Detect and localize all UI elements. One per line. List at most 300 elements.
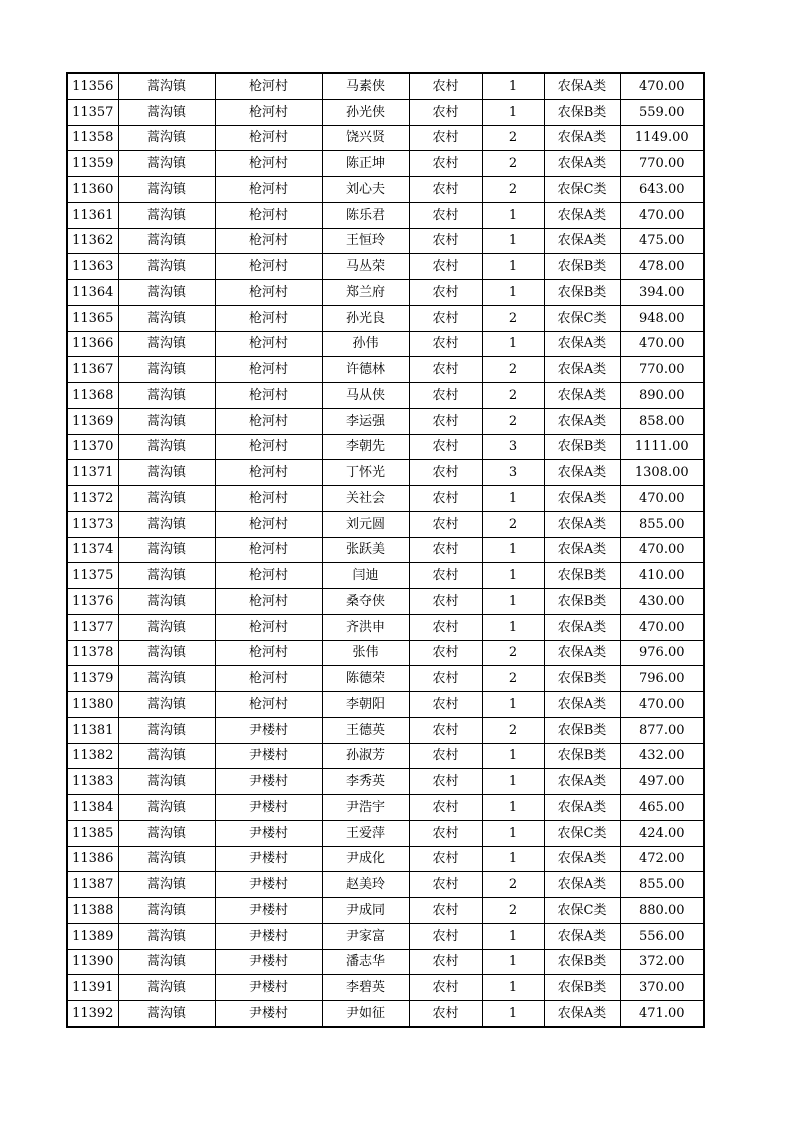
row-id-cell: 11366: [67, 331, 118, 357]
amount-cell: 470.00: [620, 202, 704, 228]
insurance-class-cell: 农保A类: [544, 769, 620, 795]
row-id-cell: 11388: [67, 898, 118, 924]
table-row: [67, 666, 704, 692]
insurance-class-cell: 农保A类: [544, 692, 620, 718]
member-count-cell: 1: [482, 949, 544, 975]
row-id-cell: 11365: [67, 305, 118, 331]
amount-cell: 370.00: [620, 975, 704, 1001]
table-row: [67, 898, 704, 924]
person-name-cell: 陈正坤: [322, 151, 409, 177]
member-count-cell: 1: [482, 692, 544, 718]
person-name-cell: 马丛荣: [322, 254, 409, 280]
table-body: [67, 73, 704, 1027]
household-type-cell: 农村: [409, 486, 482, 512]
member-count-cell: 3: [482, 460, 544, 486]
row-id-cell: 11376: [67, 589, 118, 615]
town-cell: 蒿沟镇: [118, 357, 215, 383]
member-count-cell: 1: [482, 73, 544, 99]
household-type-cell: 农村: [409, 73, 482, 99]
household-type-cell: 农村: [409, 228, 482, 254]
person-name-cell: 尹如征: [322, 1001, 409, 1027]
insurance-class-cell: 农保A类: [544, 331, 620, 357]
insurance-class-cell: 农保A类: [544, 640, 620, 666]
household-type-cell: 农村: [409, 563, 482, 589]
insurance-class-cell: 农保B类: [544, 99, 620, 125]
insurance-class-cell: 农保A类: [544, 228, 620, 254]
town-cell: 蒿沟镇: [118, 254, 215, 280]
row-id-cell: 11367: [67, 357, 118, 383]
village-cell: 枪河村: [215, 254, 322, 280]
amount-cell: 559.00: [620, 99, 704, 125]
person-name-cell: 王恒玲: [322, 228, 409, 254]
table-row: [67, 692, 704, 718]
amount-cell: 372.00: [620, 949, 704, 975]
amount-cell: 855.00: [620, 872, 704, 898]
village-cell: 尹楼村: [215, 717, 322, 743]
row-id-cell: 11356: [67, 73, 118, 99]
member-count-cell: 1: [482, 486, 544, 512]
row-id-cell: 11374: [67, 537, 118, 563]
row-id-cell: 11357: [67, 99, 118, 125]
person-name-cell: 陈乐君: [322, 202, 409, 228]
table-row: [67, 975, 704, 1001]
person-name-cell: 尹家富: [322, 923, 409, 949]
member-count-cell: 1: [482, 331, 544, 357]
member-count-cell: 2: [482, 357, 544, 383]
town-cell: 蒿沟镇: [118, 1001, 215, 1027]
row-id-cell: 11371: [67, 460, 118, 486]
insurance-class-cell: 农保B类: [544, 280, 620, 306]
member-count-cell: 1: [482, 228, 544, 254]
household-type-cell: 农村: [409, 434, 482, 460]
town-cell: 蒿沟镇: [118, 666, 215, 692]
town-cell: 蒿沟镇: [118, 408, 215, 434]
village-cell: 枪河村: [215, 151, 322, 177]
member-count-cell: 2: [482, 177, 544, 203]
insurance-class-cell: 农保C类: [544, 305, 620, 331]
village-cell: 枪河村: [215, 692, 322, 718]
person-name-cell: 丁怀光: [322, 460, 409, 486]
household-type-cell: 农村: [409, 357, 482, 383]
village-cell: 枪河村: [215, 537, 322, 563]
amount-cell: 858.00: [620, 408, 704, 434]
insurance-class-cell: 农保A类: [544, 795, 620, 821]
amount-cell: 855.00: [620, 511, 704, 537]
person-name-cell: 饶兴贤: [322, 125, 409, 151]
village-cell: 枪河村: [215, 563, 322, 589]
table-row: [67, 151, 704, 177]
household-type-cell: 农村: [409, 99, 482, 125]
row-id-cell: 11389: [67, 923, 118, 949]
member-count-cell: 1: [482, 820, 544, 846]
table-row: [67, 125, 704, 151]
village-cell: 尹楼村: [215, 949, 322, 975]
household-type-cell: 农村: [409, 923, 482, 949]
village-cell: 尹楼村: [215, 820, 322, 846]
household-type-cell: 农村: [409, 872, 482, 898]
village-cell: 尹楼村: [215, 846, 322, 872]
town-cell: 蒿沟镇: [118, 692, 215, 718]
village-cell: 枪河村: [215, 357, 322, 383]
table-row: [67, 717, 704, 743]
amount-cell: 770.00: [620, 151, 704, 177]
village-cell: 尹楼村: [215, 898, 322, 924]
row-id-cell: 11382: [67, 743, 118, 769]
town-cell: 蒿沟镇: [118, 846, 215, 872]
row-id-cell: 11362: [67, 228, 118, 254]
village-cell: 尹楼村: [215, 872, 322, 898]
row-id-cell: 11363: [67, 254, 118, 280]
table-row: [67, 872, 704, 898]
amount-cell: 471.00: [620, 1001, 704, 1027]
row-id-cell: 11373: [67, 511, 118, 537]
household-type-cell: 农村: [409, 511, 482, 537]
table-row: [67, 846, 704, 872]
person-name-cell: 赵美玲: [322, 872, 409, 898]
insurance-class-cell: 农保B类: [544, 975, 620, 1001]
member-count-cell: 1: [482, 923, 544, 949]
table-row: [67, 563, 704, 589]
household-type-cell: 农村: [409, 692, 482, 718]
town-cell: 蒿沟镇: [118, 73, 215, 99]
person-name-cell: 闫迪: [322, 563, 409, 589]
household-type-cell: 农村: [409, 589, 482, 615]
town-cell: 蒿沟镇: [118, 228, 215, 254]
town-cell: 蒿沟镇: [118, 872, 215, 898]
amount-cell: 796.00: [620, 666, 704, 692]
member-count-cell: 2: [482, 898, 544, 924]
person-name-cell: 马从侠: [322, 383, 409, 409]
table-row: [67, 614, 704, 640]
amount-cell: 470.00: [620, 692, 704, 718]
person-name-cell: 孙淑芳: [322, 743, 409, 769]
household-type-cell: 农村: [409, 614, 482, 640]
town-cell: 蒿沟镇: [118, 331, 215, 357]
roster-table: [66, 72, 705, 1028]
amount-cell: 424.00: [620, 820, 704, 846]
amount-cell: 1308.00: [620, 460, 704, 486]
village-cell: 枪河村: [215, 589, 322, 615]
amount-cell: 394.00: [620, 280, 704, 306]
village-cell: 枪河村: [215, 73, 322, 99]
household-type-cell: 农村: [409, 949, 482, 975]
person-name-cell: 孙光良: [322, 305, 409, 331]
insurance-class-cell: 农保A类: [544, 614, 620, 640]
household-type-cell: 农村: [409, 717, 482, 743]
insurance-class-cell: 农保C类: [544, 898, 620, 924]
person-name-cell: 刘元圆: [322, 511, 409, 537]
insurance-class-cell: 农保B类: [544, 589, 620, 615]
insurance-class-cell: 农保A类: [544, 1001, 620, 1027]
member-count-cell: 2: [482, 511, 544, 537]
row-id-cell: 11370: [67, 434, 118, 460]
person-name-cell: 李碧英: [322, 975, 409, 1001]
amount-cell: 470.00: [620, 486, 704, 512]
village-cell: 枪河村: [215, 434, 322, 460]
amount-cell: 1149.00: [620, 125, 704, 151]
town-cell: 蒿沟镇: [118, 460, 215, 486]
table-row: [67, 73, 704, 99]
town-cell: 蒿沟镇: [118, 537, 215, 563]
row-id-cell: 11361: [67, 202, 118, 228]
table-row: [67, 769, 704, 795]
town-cell: 蒿沟镇: [118, 434, 215, 460]
insurance-class-cell: 农保C类: [544, 177, 620, 203]
town-cell: 蒿沟镇: [118, 949, 215, 975]
row-id-cell: 11391: [67, 975, 118, 1001]
row-id-cell: 11383: [67, 769, 118, 795]
household-type-cell: 农村: [409, 846, 482, 872]
row-id-cell: 11385: [67, 820, 118, 846]
row-id-cell: 11386: [67, 846, 118, 872]
town-cell: 蒿沟镇: [118, 614, 215, 640]
village-cell: 枪河村: [215, 125, 322, 151]
town-cell: 蒿沟镇: [118, 151, 215, 177]
town-cell: 蒿沟镇: [118, 975, 215, 1001]
household-type-cell: 农村: [409, 537, 482, 563]
table-row: [67, 99, 704, 125]
amount-cell: 478.00: [620, 254, 704, 280]
member-count-cell: 2: [482, 872, 544, 898]
village-cell: 尹楼村: [215, 795, 322, 821]
insurance-class-cell: 农保A类: [544, 357, 620, 383]
village-cell: 枪河村: [215, 486, 322, 512]
table-row: [67, 795, 704, 821]
village-cell: 尹楼村: [215, 1001, 322, 1027]
town-cell: 蒿沟镇: [118, 820, 215, 846]
village-cell: 枪河村: [215, 280, 322, 306]
table-row: [67, 434, 704, 460]
household-type-cell: 农村: [409, 408, 482, 434]
household-type-cell: 农村: [409, 743, 482, 769]
person-name-cell: 尹成化: [322, 846, 409, 872]
town-cell: 蒿沟镇: [118, 923, 215, 949]
insurance-class-cell: 农保B类: [544, 717, 620, 743]
insurance-class-cell: 农保A类: [544, 486, 620, 512]
insurance-class-cell: 农保A类: [544, 872, 620, 898]
household-type-cell: 农村: [409, 820, 482, 846]
row-id-cell: 11358: [67, 125, 118, 151]
amount-cell: 432.00: [620, 743, 704, 769]
village-cell: 枪河村: [215, 666, 322, 692]
member-count-cell: 2: [482, 408, 544, 434]
member-count-cell: 2: [482, 666, 544, 692]
person-name-cell: 尹浩宇: [322, 795, 409, 821]
village-cell: 尹楼村: [215, 743, 322, 769]
table-row: [67, 486, 704, 512]
town-cell: 蒿沟镇: [118, 717, 215, 743]
member-count-cell: 2: [482, 640, 544, 666]
village-cell: 枪河村: [215, 202, 322, 228]
row-id-cell: 11364: [67, 280, 118, 306]
village-cell: 枪河村: [215, 99, 322, 125]
town-cell: 蒿沟镇: [118, 383, 215, 409]
row-id-cell: 11360: [67, 177, 118, 203]
village-cell: 枪河村: [215, 228, 322, 254]
town-cell: 蒿沟镇: [118, 640, 215, 666]
member-count-cell: 2: [482, 151, 544, 177]
amount-cell: 472.00: [620, 846, 704, 872]
row-id-cell: 11380: [67, 692, 118, 718]
member-count-cell: 1: [482, 589, 544, 615]
insurance-class-cell: 农保B类: [544, 666, 620, 692]
person-name-cell: 刘心夫: [322, 177, 409, 203]
person-name-cell: 孙光侠: [322, 99, 409, 125]
town-cell: 蒿沟镇: [118, 795, 215, 821]
village-cell: 枪河村: [215, 460, 322, 486]
insurance-class-cell: 农保A类: [544, 923, 620, 949]
table-row: [67, 460, 704, 486]
amount-cell: 1111.00: [620, 434, 704, 460]
household-type-cell: 农村: [409, 1001, 482, 1027]
person-name-cell: 李运强: [322, 408, 409, 434]
insurance-class-cell: 农保A类: [544, 460, 620, 486]
row-id-cell: 11375: [67, 563, 118, 589]
town-cell: 蒿沟镇: [118, 280, 215, 306]
amount-cell: 497.00: [620, 769, 704, 795]
table-row: [67, 305, 704, 331]
town-cell: 蒿沟镇: [118, 99, 215, 125]
household-type-cell: 农村: [409, 202, 482, 228]
town-cell: 蒿沟镇: [118, 486, 215, 512]
household-type-cell: 农村: [409, 280, 482, 306]
town-cell: 蒿沟镇: [118, 563, 215, 589]
person-name-cell: 张伟: [322, 640, 409, 666]
town-cell: 蒿沟镇: [118, 177, 215, 203]
table-row: [67, 331, 704, 357]
village-cell: 枪河村: [215, 511, 322, 537]
person-name-cell: 马素侠: [322, 73, 409, 99]
table-row: [67, 537, 704, 563]
amount-cell: 465.00: [620, 795, 704, 821]
household-type-cell: 农村: [409, 383, 482, 409]
table-row: [67, 589, 704, 615]
insurance-class-cell: 农保A类: [544, 125, 620, 151]
insurance-class-cell: 农保B类: [544, 949, 620, 975]
row-id-cell: 11390: [67, 949, 118, 975]
row-id-cell: 11392: [67, 1001, 118, 1027]
town-cell: 蒿沟镇: [118, 589, 215, 615]
member-count-cell: 1: [482, 537, 544, 563]
row-id-cell: 11372: [67, 486, 118, 512]
table-row: [67, 408, 704, 434]
person-name-cell: 王爱萍: [322, 820, 409, 846]
insurance-class-cell: 农保B类: [544, 743, 620, 769]
person-name-cell: 李朝先: [322, 434, 409, 460]
household-type-cell: 农村: [409, 640, 482, 666]
member-count-cell: 1: [482, 1001, 544, 1027]
amount-cell: 976.00: [620, 640, 704, 666]
village-cell: 枪河村: [215, 177, 322, 203]
village-cell: 尹楼村: [215, 923, 322, 949]
person-name-cell: 王德英: [322, 717, 409, 743]
amount-cell: 877.00: [620, 717, 704, 743]
table-row: [67, 743, 704, 769]
village-cell: 枪河村: [215, 331, 322, 357]
household-type-cell: 农村: [409, 125, 482, 151]
village-cell: 尹楼村: [215, 975, 322, 1001]
member-count-cell: 1: [482, 795, 544, 821]
table-row: [67, 383, 704, 409]
amount-cell: 470.00: [620, 73, 704, 99]
household-type-cell: 农村: [409, 666, 482, 692]
household-type-cell: 农村: [409, 177, 482, 203]
amount-cell: 880.00: [620, 898, 704, 924]
amount-cell: 556.00: [620, 923, 704, 949]
amount-cell: 430.00: [620, 589, 704, 615]
table-row: [67, 1001, 704, 1027]
row-id-cell: 11379: [67, 666, 118, 692]
insurance-class-cell: 农保A类: [544, 202, 620, 228]
person-name-cell: 郑兰府: [322, 280, 409, 306]
amount-cell: 890.00: [620, 383, 704, 409]
town-cell: 蒿沟镇: [118, 769, 215, 795]
amount-cell: 643.00: [620, 177, 704, 203]
household-type-cell: 农村: [409, 151, 482, 177]
amount-cell: 410.00: [620, 563, 704, 589]
table-row: [67, 357, 704, 383]
row-id-cell: 11369: [67, 408, 118, 434]
household-type-cell: 农村: [409, 254, 482, 280]
person-name-cell: 许德林: [322, 357, 409, 383]
household-type-cell: 农村: [409, 898, 482, 924]
row-id-cell: 11378: [67, 640, 118, 666]
household-type-cell: 农村: [409, 795, 482, 821]
table-row: [67, 640, 704, 666]
member-count-cell: 1: [482, 202, 544, 228]
household-type-cell: 农村: [409, 305, 482, 331]
insurance-class-cell: 农保C类: [544, 820, 620, 846]
insurance-class-cell: 农保B类: [544, 434, 620, 460]
row-id-cell: 11377: [67, 614, 118, 640]
person-name-cell: 李朝阳: [322, 692, 409, 718]
table-row: [67, 202, 704, 228]
household-type-cell: 农村: [409, 460, 482, 486]
amount-cell: 948.00: [620, 305, 704, 331]
amount-cell: 770.00: [620, 357, 704, 383]
person-name-cell: 李秀英: [322, 769, 409, 795]
table-row: [67, 820, 704, 846]
member-count-cell: 2: [482, 383, 544, 409]
amount-cell: 470.00: [620, 331, 704, 357]
amount-cell: 470.00: [620, 537, 704, 563]
table-row: [67, 177, 704, 203]
town-cell: 蒿沟镇: [118, 743, 215, 769]
member-count-cell: 1: [482, 280, 544, 306]
village-cell: 枪河村: [215, 383, 322, 409]
row-id-cell: 11359: [67, 151, 118, 177]
row-id-cell: 11384: [67, 795, 118, 821]
person-name-cell: 张跃美: [322, 537, 409, 563]
insurance-class-cell: 农保A类: [544, 151, 620, 177]
village-cell: 枪河村: [215, 614, 322, 640]
town-cell: 蒿沟镇: [118, 898, 215, 924]
person-name-cell: 齐洪申: [322, 614, 409, 640]
person-name-cell: 孙伟: [322, 331, 409, 357]
insurance-class-cell: 农保A类: [544, 383, 620, 409]
person-name-cell: 尹成同: [322, 898, 409, 924]
insurance-class-cell: 农保A类: [544, 408, 620, 434]
table-row: [67, 923, 704, 949]
member-count-cell: 1: [482, 743, 544, 769]
row-id-cell: 11381: [67, 717, 118, 743]
insurance-class-cell: 农保B类: [544, 254, 620, 280]
household-type-cell: 农村: [409, 331, 482, 357]
member-count-cell: 1: [482, 975, 544, 1001]
person-name-cell: 桑夺侠: [322, 589, 409, 615]
member-count-cell: 1: [482, 254, 544, 280]
member-count-cell: 2: [482, 717, 544, 743]
